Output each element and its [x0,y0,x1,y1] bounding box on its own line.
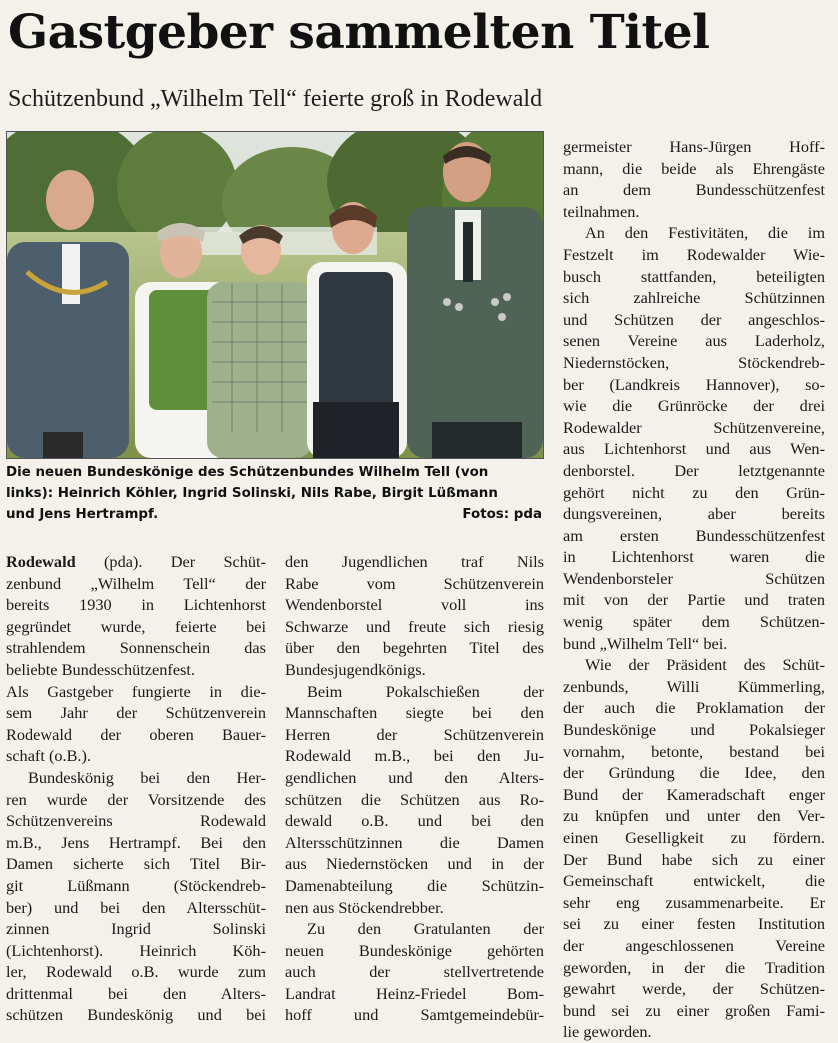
article-column-2 [285,551,544,1026]
text-line: der angeschlossenen Vereine [563,935,825,955]
text-line: einen Geselligkeit zu fördern. [563,828,825,847]
text-line: sich zahlreiche Schützinnen [563,288,825,308]
text-line: wie die Grünröcke der drei [563,396,825,416]
text-line: m.B., Jens Hertrampf. Bei den [6,832,266,852]
text-line: Beim Pokalschießen der [307,681,544,701]
text-line: mit von der Partie und traten [563,590,825,610]
text-line: hoff und Samtgemeindebür- [285,1005,544,1025]
text-line: denborstel. Der letztgenannte [563,460,825,480]
photo-caption [6,462,542,525]
text-line: Rodewald (pda). Der Schüt- [6,552,266,571]
text-line: zinnen Ingrid Solinski [6,919,266,939]
text-line: ren wurde der Vorsitzende des [6,789,266,809]
text-line: Mannschaften siegte bei den [285,703,544,723]
text-line: an dem Bundesschützenfest [563,180,825,200]
text-line: strahlendem Sonnenschein das [6,638,266,658]
text-line: Landrat Heinz-Friedel Bom- [285,983,544,1003]
text-line: teilnahmen. [563,201,640,221]
text-line: aus Lichtenhorst und aus Wen- [563,439,825,459]
caption-line: links): Heinrich Köhler, Ingrid Solinski, Nils Rabe, Birgit Lüßmann [6,486,498,501]
text-line: sehr eng zusammenarbeite. Er [563,892,825,912]
text-line: Altersschützinnen die Damen [285,832,544,852]
text-line: zenbund „Wilhelm Tell“ der [6,573,266,593]
text-line: lie geworden. [563,1022,652,1042]
text-line: Rabe vom Schützenverein [285,573,544,593]
text-line: ber) und bei den Altersschüt- [6,897,266,917]
text-line: den Jugendlichen traf Nils [285,552,544,571]
text-line: git Lüßmann (Stöckendreb- [6,875,266,895]
subheadline: Schützenbund „Wilhelm Tell“ feierte groß in Rodewald [8,86,543,112]
group-photo [6,131,544,459]
text-line: (Lichtenhorst). Heinrich Köh- [6,940,266,960]
text-line: Wie der Präsident des Schüt- [585,655,825,675]
text-line: dungsvereinen, aber bereits [563,504,825,524]
text-line: Wendenborsteler Schützen [563,568,825,588]
caption-line: Die neuen Bundeskönige des Schützenbundes Wilhelm Tell (von [6,465,489,480]
text-line: Bundeskönige und Pokalsieger [563,720,825,740]
text-line: geworden, in der die Tradition [563,957,825,977]
text-line: schaft (o.B.). [6,746,91,766]
text-line: und Schützen der angeschlos- [563,309,825,329]
text-line: bereits 1930 in Lichtenhorst [6,595,266,615]
text-line: sei zu einer festen Institution [563,914,825,934]
text-line: nen aus Stöckendrebber. [285,897,444,917]
text-line: Der Bund habe sich zu einer [563,849,825,869]
text-line: gehört nicht zu den Grün- [563,482,825,502]
text-line: Herren der Schützenverein [285,724,544,744]
article-column-3 [563,136,825,1043]
text-line: mann, die beide als Ehrengäste [563,158,825,178]
text-line: zu knüpfen und unter den Ver- [563,806,825,826]
text-line: ber (Landkreis Hannover), so- [563,374,825,394]
article-column-1 [6,551,266,1026]
text-line: sem Jahr der Schützenverein [6,703,266,723]
text-line: Schwarze und freute sich riesig [285,616,544,636]
text-line: Festzelt im Rodewalder Wie- [563,244,825,264]
text-line: neuen Bundeskönige gehörten [285,940,544,960]
text-line: bund sei zu einer großen Fami- [563,1000,825,1020]
dateline: Rodewald [6,552,76,571]
text-line: drittenmal bei den Alters- [6,983,266,1003]
text-line: gegründet wurde, feierte bei [6,616,266,636]
text-line: Gemeinschaft entwickelt, die [563,871,825,891]
text-line: über den begehrten Titel des [285,638,544,658]
text-line: Wendenborstel voll ins [285,595,544,615]
text-line: Schützenvereins Rodewald [6,811,266,831]
text-line: Als Gastgeber fungierte in die- [6,681,266,701]
text-line: Bundeskönig bei den Her- [28,767,266,787]
text-line: der auch die Proklamation der [563,698,825,718]
text-line: busch stattfanden, beteiligten [563,266,825,286]
headline: Gastgeber sammelten Titel [8,5,710,60]
text-line: beliebte Bundesschützenfest. [6,659,195,679]
text-line: bund „Wilhelm Tell“ bei. [563,633,728,653]
text-line: Niedernstöcken, Stöckendreb- [563,352,825,372]
text-line: schützen Bundeskönig und bei [6,1005,266,1025]
text-line: germeister Hans-Jürgen Hoff- [563,137,825,156]
photo-credit: Fotos: pda [462,507,542,522]
text-line: vornahm, betonte, bestand bei [563,741,825,761]
text-line: aus Niedernstöcken und in der [285,854,544,874]
text-line: ler, Rodewald o.B. wurde zum [6,962,266,982]
text-line: Damenabteilung die Schützin- [285,875,544,895]
text-line: Bund der Kameradschaft enger [563,784,825,804]
text-line: gewahrt werde, der Schützen- [563,979,825,999]
text-line: Rodewald der oberen Bauer- [6,724,266,744]
text-line: schützen die Schützen aus Ro- [285,789,544,809]
text-line: senen Vereine aus Laderholz, [563,331,825,351]
text-line: wenig später dem Schützen- [563,612,825,632]
text-line: Bundesjugendkönigs. [285,659,426,679]
text-line: der Gründung die Idee, den [563,763,825,783]
text-line: gendlichen und den Alters- [285,767,544,787]
text-line: am ersten Bundesschützenfest [563,525,825,545]
caption-line: und Jens Hertrampf. [6,507,159,522]
text-line: Rodewald m.B., bei den Ju- [285,746,544,766]
text-line: zenbunds, Willi Kümmerling, [563,676,825,696]
text-line: An den Festivitäten, die im [585,223,825,243]
text-line: in Lichtenhorst waren die [563,547,825,567]
text-line: auch der stellvertretende [285,962,544,982]
text-line: dewald o.B. und bei den [285,811,544,831]
text-line: Rodewalder Schützenvereine, [563,417,825,437]
text-line: Zu den Gratulanten der [307,919,544,939]
text-line: Damen sicherte sich Titel Bir- [6,854,266,874]
